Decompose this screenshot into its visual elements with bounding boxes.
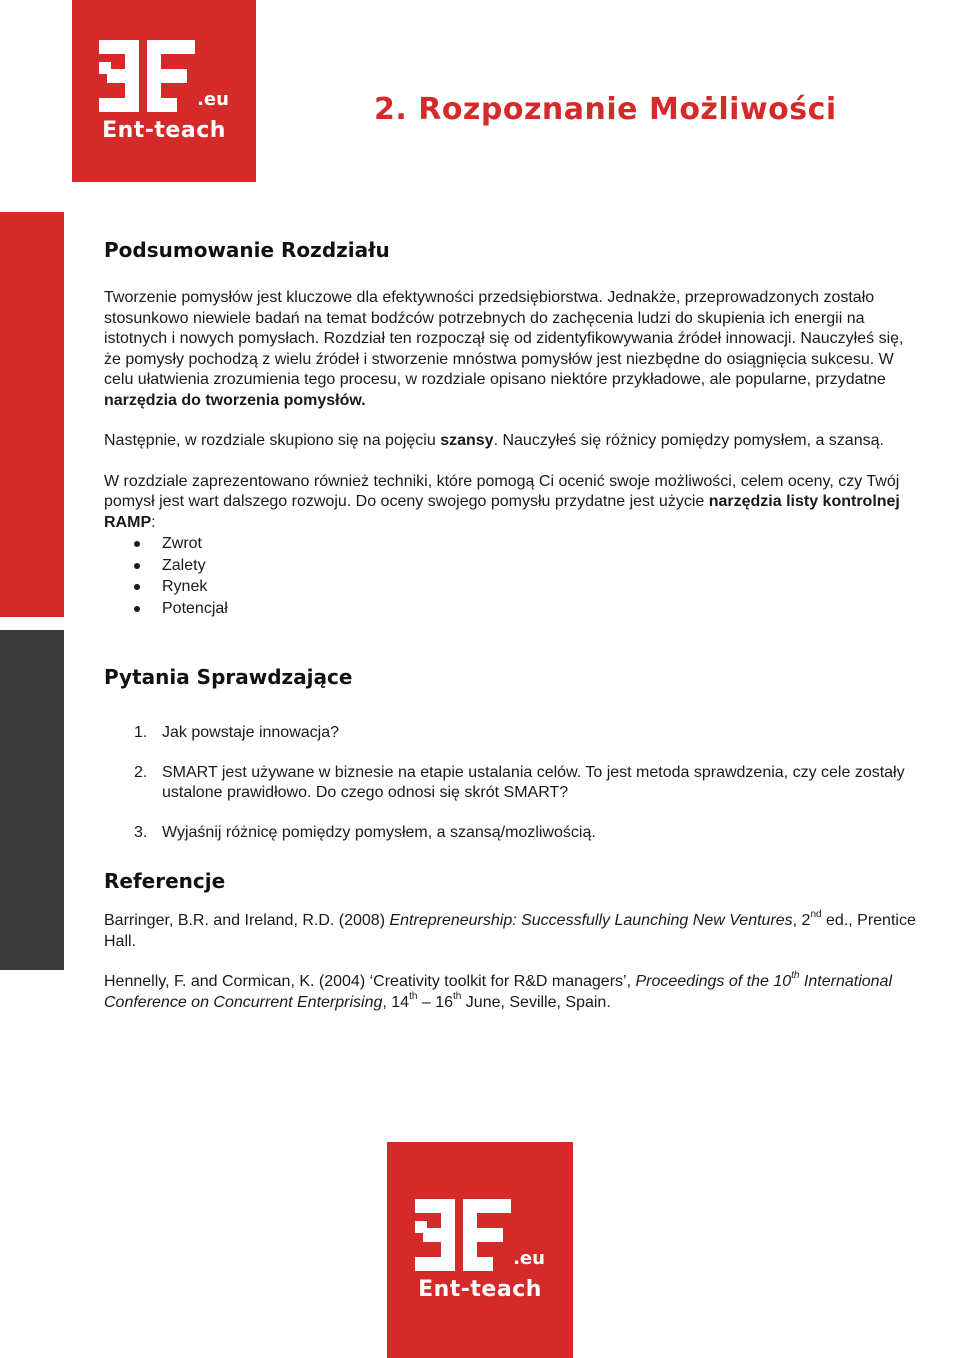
question-number: 1. [134, 724, 148, 741]
list-item [104, 576, 916, 598]
summary-p3-bold: narzędzia listy kontrolnej RAMP [104, 493, 900, 531]
ramp-list [104, 533, 916, 619]
reference-2-sup-c: th [453, 990, 462, 1002]
reference-2 [104, 972, 916, 1013]
reference-1-title: Entrepreneurship: Successfully Launching New Ventures [389, 912, 793, 929]
ramp-item-label: Potencjał [162, 599, 228, 617]
ramp-item-label: Rynek [162, 578, 208, 595]
summary-p2-bold: szansy [440, 432, 494, 449]
list-item [104, 533, 916, 555]
summary-paragraph-2 [104, 431, 916, 452]
bullet-icon [134, 541, 140, 547]
page-title: 2. Rozpoznanie Możliwości [374, 92, 837, 127]
summary-paragraph-1 [104, 288, 916, 411]
reference-2-sup-b: th [409, 990, 418, 1002]
question-number: 3. [134, 824, 148, 841]
logo-top [72, 0, 256, 182]
summary-paragraph-3 [104, 472, 916, 534]
summary-p3-text-end: : [151, 513, 156, 531]
reference-1 [104, 911, 916, 952]
list-item [104, 823, 916, 843]
summary-p3-text: W rozdziale zaprezentowano również techniki, które pomogą Ci ocenić swoje możliwości, celem oceny, czy Twój pomysł jest wart dalszego rozwoju. Do oceny swojego pomysłu przydatne jest użycie [104, 472, 900, 510]
ramp-item-label: Zwrot [162, 535, 202, 552]
references-heading: Referencje [104, 869, 226, 893]
bullet-icon [134, 563, 140, 569]
questions-heading: Pytania Sprawdzające [104, 665, 353, 689]
logo-mark-icon [415, 1199, 545, 1271]
logo-name: Ent-teach [418, 1276, 542, 1302]
main-content [104, 238, 916, 1013]
logo-mark-icon [99, 40, 229, 112]
question-text: Jak powstaje innowacja? [162, 724, 339, 741]
summary-heading: Podsumowanie Rozdziału [104, 238, 390, 262]
logo-bottom [387, 1142, 573, 1358]
logo-suffix: .eu [513, 1247, 545, 1269]
reference-2-place: June, Seville, Spain. [461, 993, 611, 1011]
summary-p2-text: Następnie, w rozdziale skupiono się na pojęciu [104, 432, 441, 449]
list-item [104, 723, 916, 743]
reference-2-sup-a: th [791, 970, 800, 981]
side-bar-dark [0, 630, 64, 970]
list-item [104, 598, 916, 620]
logo-name: Ent-teach [102, 117, 226, 143]
reference-1-text: Barringer, B.R. and Ireland, R.D. (2008) [104, 912, 390, 929]
reference-2-title-a: Proceedings of the 10 [635, 973, 792, 990]
question-number: 2. [134, 764, 148, 781]
question-text: SMART jest używane w biznesie na etapie ustalania celów. To jest metoda sprawdzenia, czy cele zostały ustalone prawidłowo. Do czego odnosi się skrót SMART? [162, 764, 905, 801]
question-text: Wyjaśnij różnicę pomiędzy pomysłem, a szansą/mozliwością. [162, 824, 596, 841]
summary-p1-text: Tworzenie pomysłów jest kluczowe dla efektywności przedsiębiorstwa. Jednakże, przeprowadzonych zostało stosunkowo niewiele badań na temat bodźców potrzebnych do zachęcenia ludzi do skupienia ich energii na istotnych i nowych pomysłach. Rozdział ten rozpoczął się od zidentyfikowywania źródeł innowacji. Nauczyłeś się, że pomysły pochodzą z wielu źródeł i stworzenie mnóstwa pomysłów jest niezbędne do osiągnięcia sukcesu. W celu ułatwienia zrozumienia tego procesu, w rozdziale opisano niektóre przykładowe, ale popularne, przydatne [104, 289, 904, 388]
bullet-icon [134, 584, 140, 590]
reference-2-date-b: – 16 [417, 993, 453, 1011]
reference-1-publisher: ed., Prentice Hall. [104, 912, 916, 950]
bullet-icon [134, 606, 140, 612]
list-item [104, 763, 916, 803]
side-bar-red [0, 212, 64, 617]
reference-2-text: Hennelly, F. and Cormican, K. (2004) ‘Creativity toolkit for R&D managers’, [104, 973, 636, 990]
summary-p1-bold: narzędzia do tworzenia pomysłów. [104, 391, 366, 409]
summary-p2-text-end: . Nauczyłeś się różnicy pomiędzy pomysłem, a szansą. [493, 432, 884, 449]
reference-2-title-b: International Conference on Concurrent Enterprising [104, 973, 892, 1011]
reference-1-sup: nd [810, 909, 822, 920]
list-item [104, 555, 916, 577]
reference-1-edition: , 2 [792, 912, 811, 929]
reference-2-date-a: , 14 [382, 993, 410, 1011]
logo-suffix: .eu [197, 88, 229, 110]
questions-list [104, 723, 916, 843]
ramp-item-label: Zalety [162, 556, 206, 574]
